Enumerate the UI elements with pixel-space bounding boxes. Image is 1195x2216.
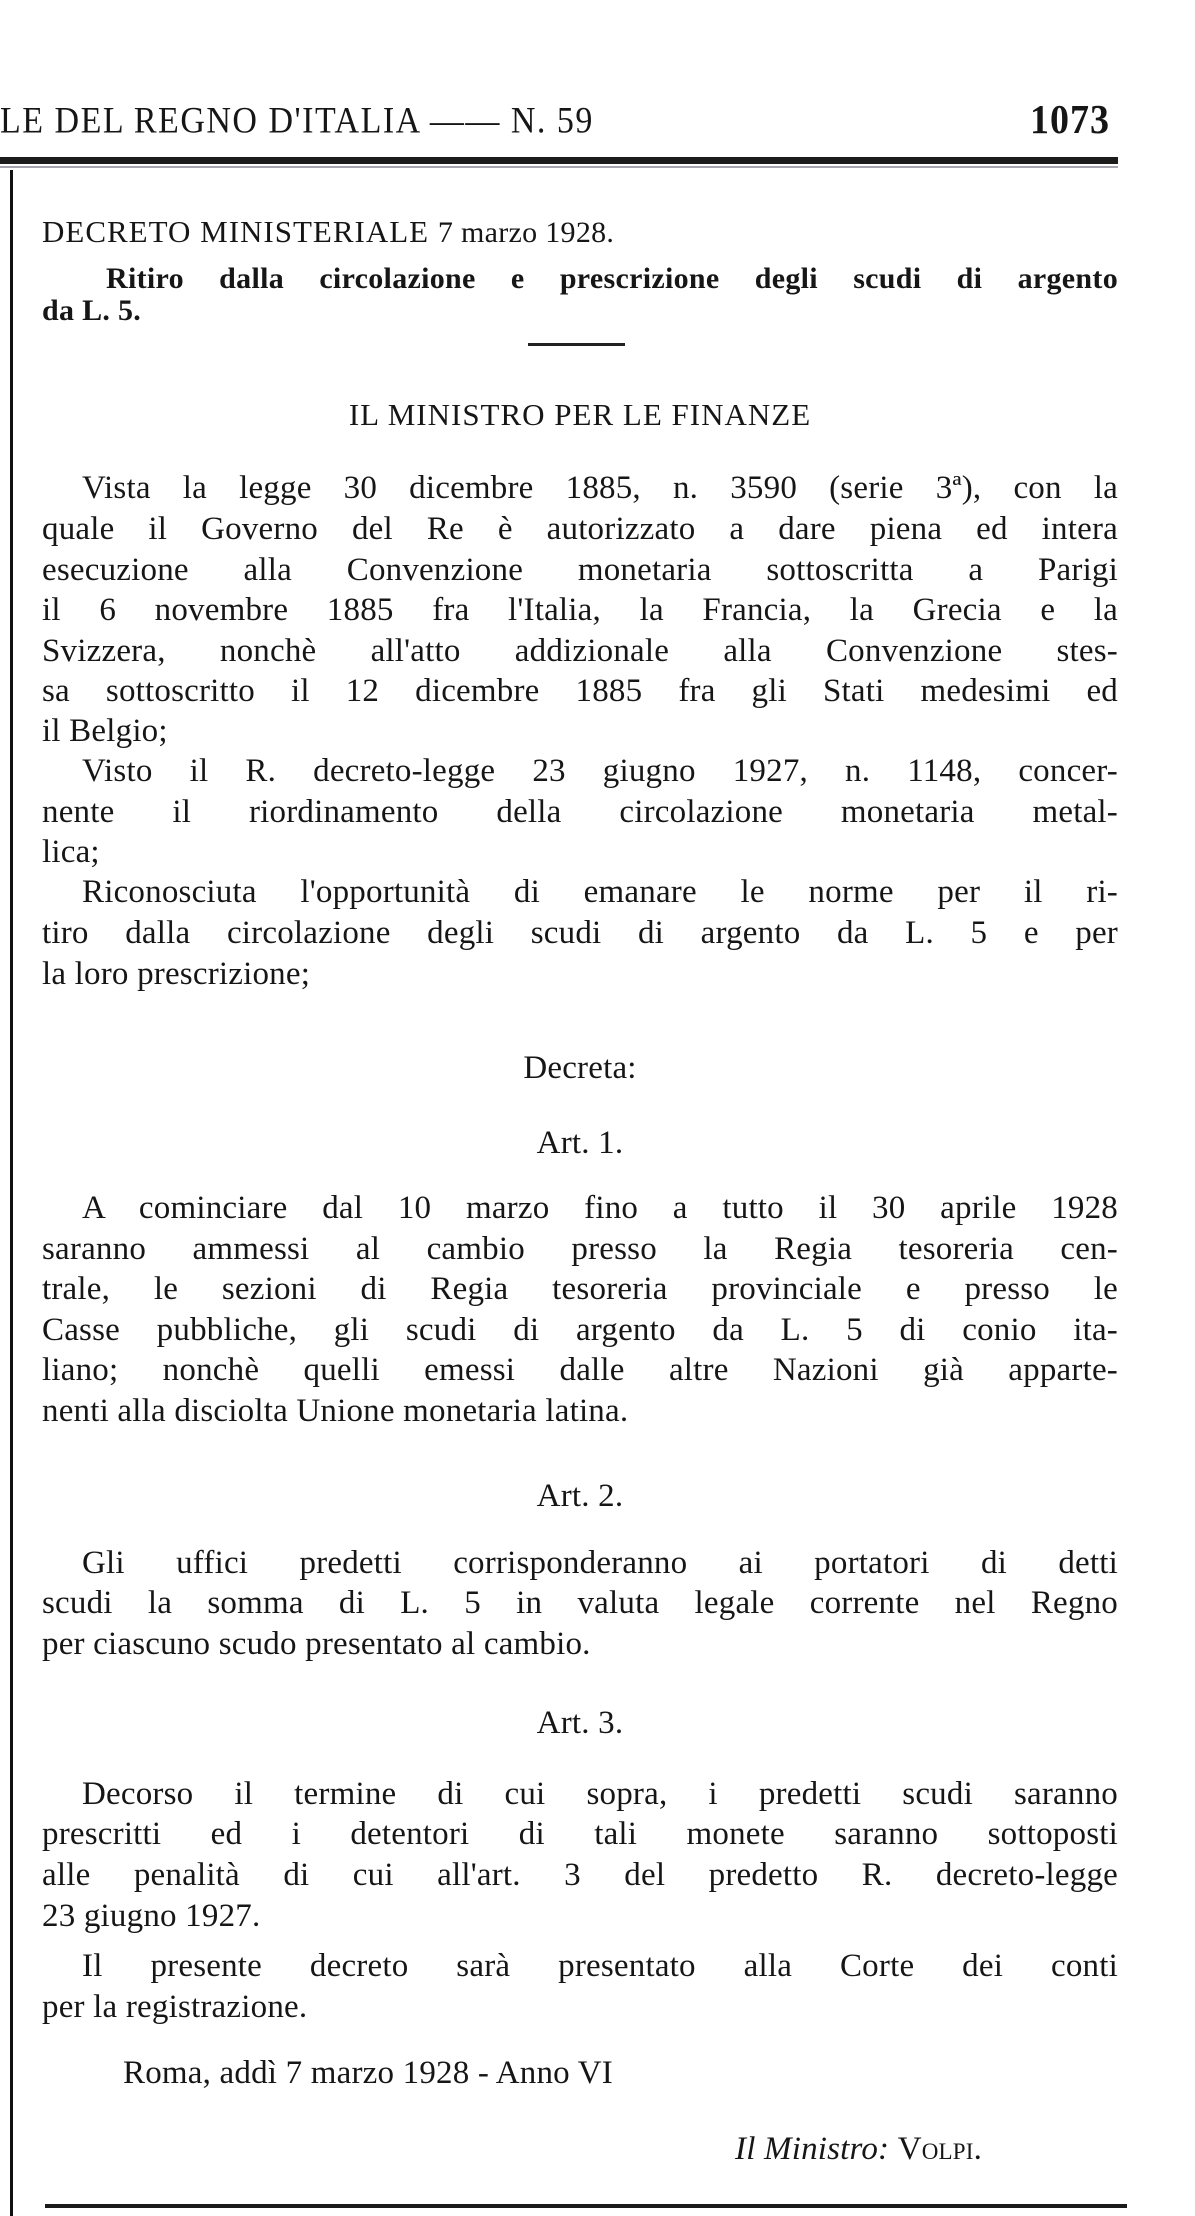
footer-rule	[45, 2204, 1127, 2208]
article-1-title: Art. 1.	[536, 1125, 624, 1161]
decree-heading-title: DECRETO MINISTERIALE	[42, 214, 430, 249]
text-line: sa sottoscritto il 12 dicembre 1885 fra gli Stati medesimi ed	[42, 673, 1118, 709]
text-line: prescritti ed i detentori di tali monete saranno sottoposti	[42, 1816, 1118, 1852]
decreta-heading: Decreta:	[523, 1050, 637, 1086]
signature	[735, 2133, 982, 2166]
separator-rule	[528, 343, 625, 346]
text-line: la loro prescrizione;	[42, 956, 311, 992]
text-line: quale il Governo del Re è autorizzato a dare piena ed intera	[42, 511, 1118, 547]
text-line: Svizzera, nonchè all'atto addizionale alla Convenzione stes-	[42, 633, 1118, 669]
signature-label: Il Ministro:	[735, 2131, 890, 2167]
text-line: per ciascuno scudo presentato al cambio.	[42, 1626, 591, 1662]
text-line: il 6 novembre 1885 fra l'Italia, la Francia, la Grecia e la	[42, 592, 1118, 628]
text-line: Visto il R. decreto-legge 23 giugno 1927, n. 1148, concer-	[82, 753, 1118, 789]
decree-subject-line-1: Ritiro dalla circolazione e prescrizione degli scudi di argento	[106, 262, 1118, 295]
page-number: 1073	[1030, 97, 1110, 143]
decree-subject-line-2: da L. 5.	[42, 294, 142, 327]
column-bar	[10, 170, 13, 2216]
authority-title: IL MINISTRO PER LE FINANZE	[348, 397, 812, 432]
text-line: Decorso il termine di cui sopra, i predetti scudi saranno	[82, 1776, 1118, 1812]
text-line: Il presente decreto sarà presentato alla Corte dei conti	[82, 1948, 1118, 1984]
signature-name: Volpi.	[897, 2131, 983, 2167]
text-line: saranno ammessi al cambio presso la Regia tesoreria cen-	[42, 1231, 1118, 1267]
place-date: Roma, addì 7 marzo 1928 - Anno VI	[123, 2055, 613, 2091]
text-line: Riconosciuta l'opportunità di emanare le norme per il ri-	[82, 874, 1118, 910]
text-line: trale, le sezioni di Regia tesoreria provinciale e presso le	[42, 1271, 1118, 1307]
text-line: 23 giugno 1927.	[42, 1898, 261, 1934]
text-line: nenti alla disciolta Unione monetaria latina.	[42, 1393, 629, 1429]
article-3-title: Art. 3.	[536, 1705, 624, 1741]
article-2-title: Art. 2.	[536, 1478, 624, 1514]
text-line: Vista la legge 30 dicembre 1885, n. 3590 (serie 3ª), con la	[82, 470, 1118, 506]
text-line: A cominciare dal 10 marzo fino a tutto il 30 aprile 1928	[82, 1190, 1118, 1226]
text-line: per la registrazione.	[42, 1989, 308, 2025]
text-line: il Belgio;	[42, 713, 168, 749]
header-rule-thin	[0, 166, 1118, 168]
decree-heading-date: 7 marzo 1928.	[437, 216, 615, 249]
text-line: lica;	[42, 834, 100, 870]
text-line: esecuzione alla Convenzione monetaria sottoscritta a Parigi	[42, 552, 1118, 588]
header-rule	[0, 157, 1118, 164]
text-line: tiro dalla circolazione degli scudi di argento da L. 5 e per	[42, 915, 1118, 951]
running-header-title: LE DEL REGNO D'ITALIA —— N. 59	[0, 100, 594, 141]
text-line: scudi la somma di L. 5 in valuta legale corrente nel Regno	[42, 1585, 1118, 1621]
text-line: Gli uffici predetti corrisponderanno ai portatori di detti	[82, 1545, 1118, 1581]
text-line: liano; nonchè quelli emessi dalle altre Nazioni già apparte-	[42, 1352, 1118, 1388]
text-line: nente il riordinamento della circolazione monetaria metal-	[42, 794, 1118, 830]
decree-heading	[42, 216, 614, 248]
text-line: alle penalità di cui all'art. 3 del predetto R. decreto-legge	[42, 1857, 1118, 1893]
text-line: Casse pubbliche, gli scudi di argento da L. 5 di conio ita-	[42, 1312, 1118, 1348]
